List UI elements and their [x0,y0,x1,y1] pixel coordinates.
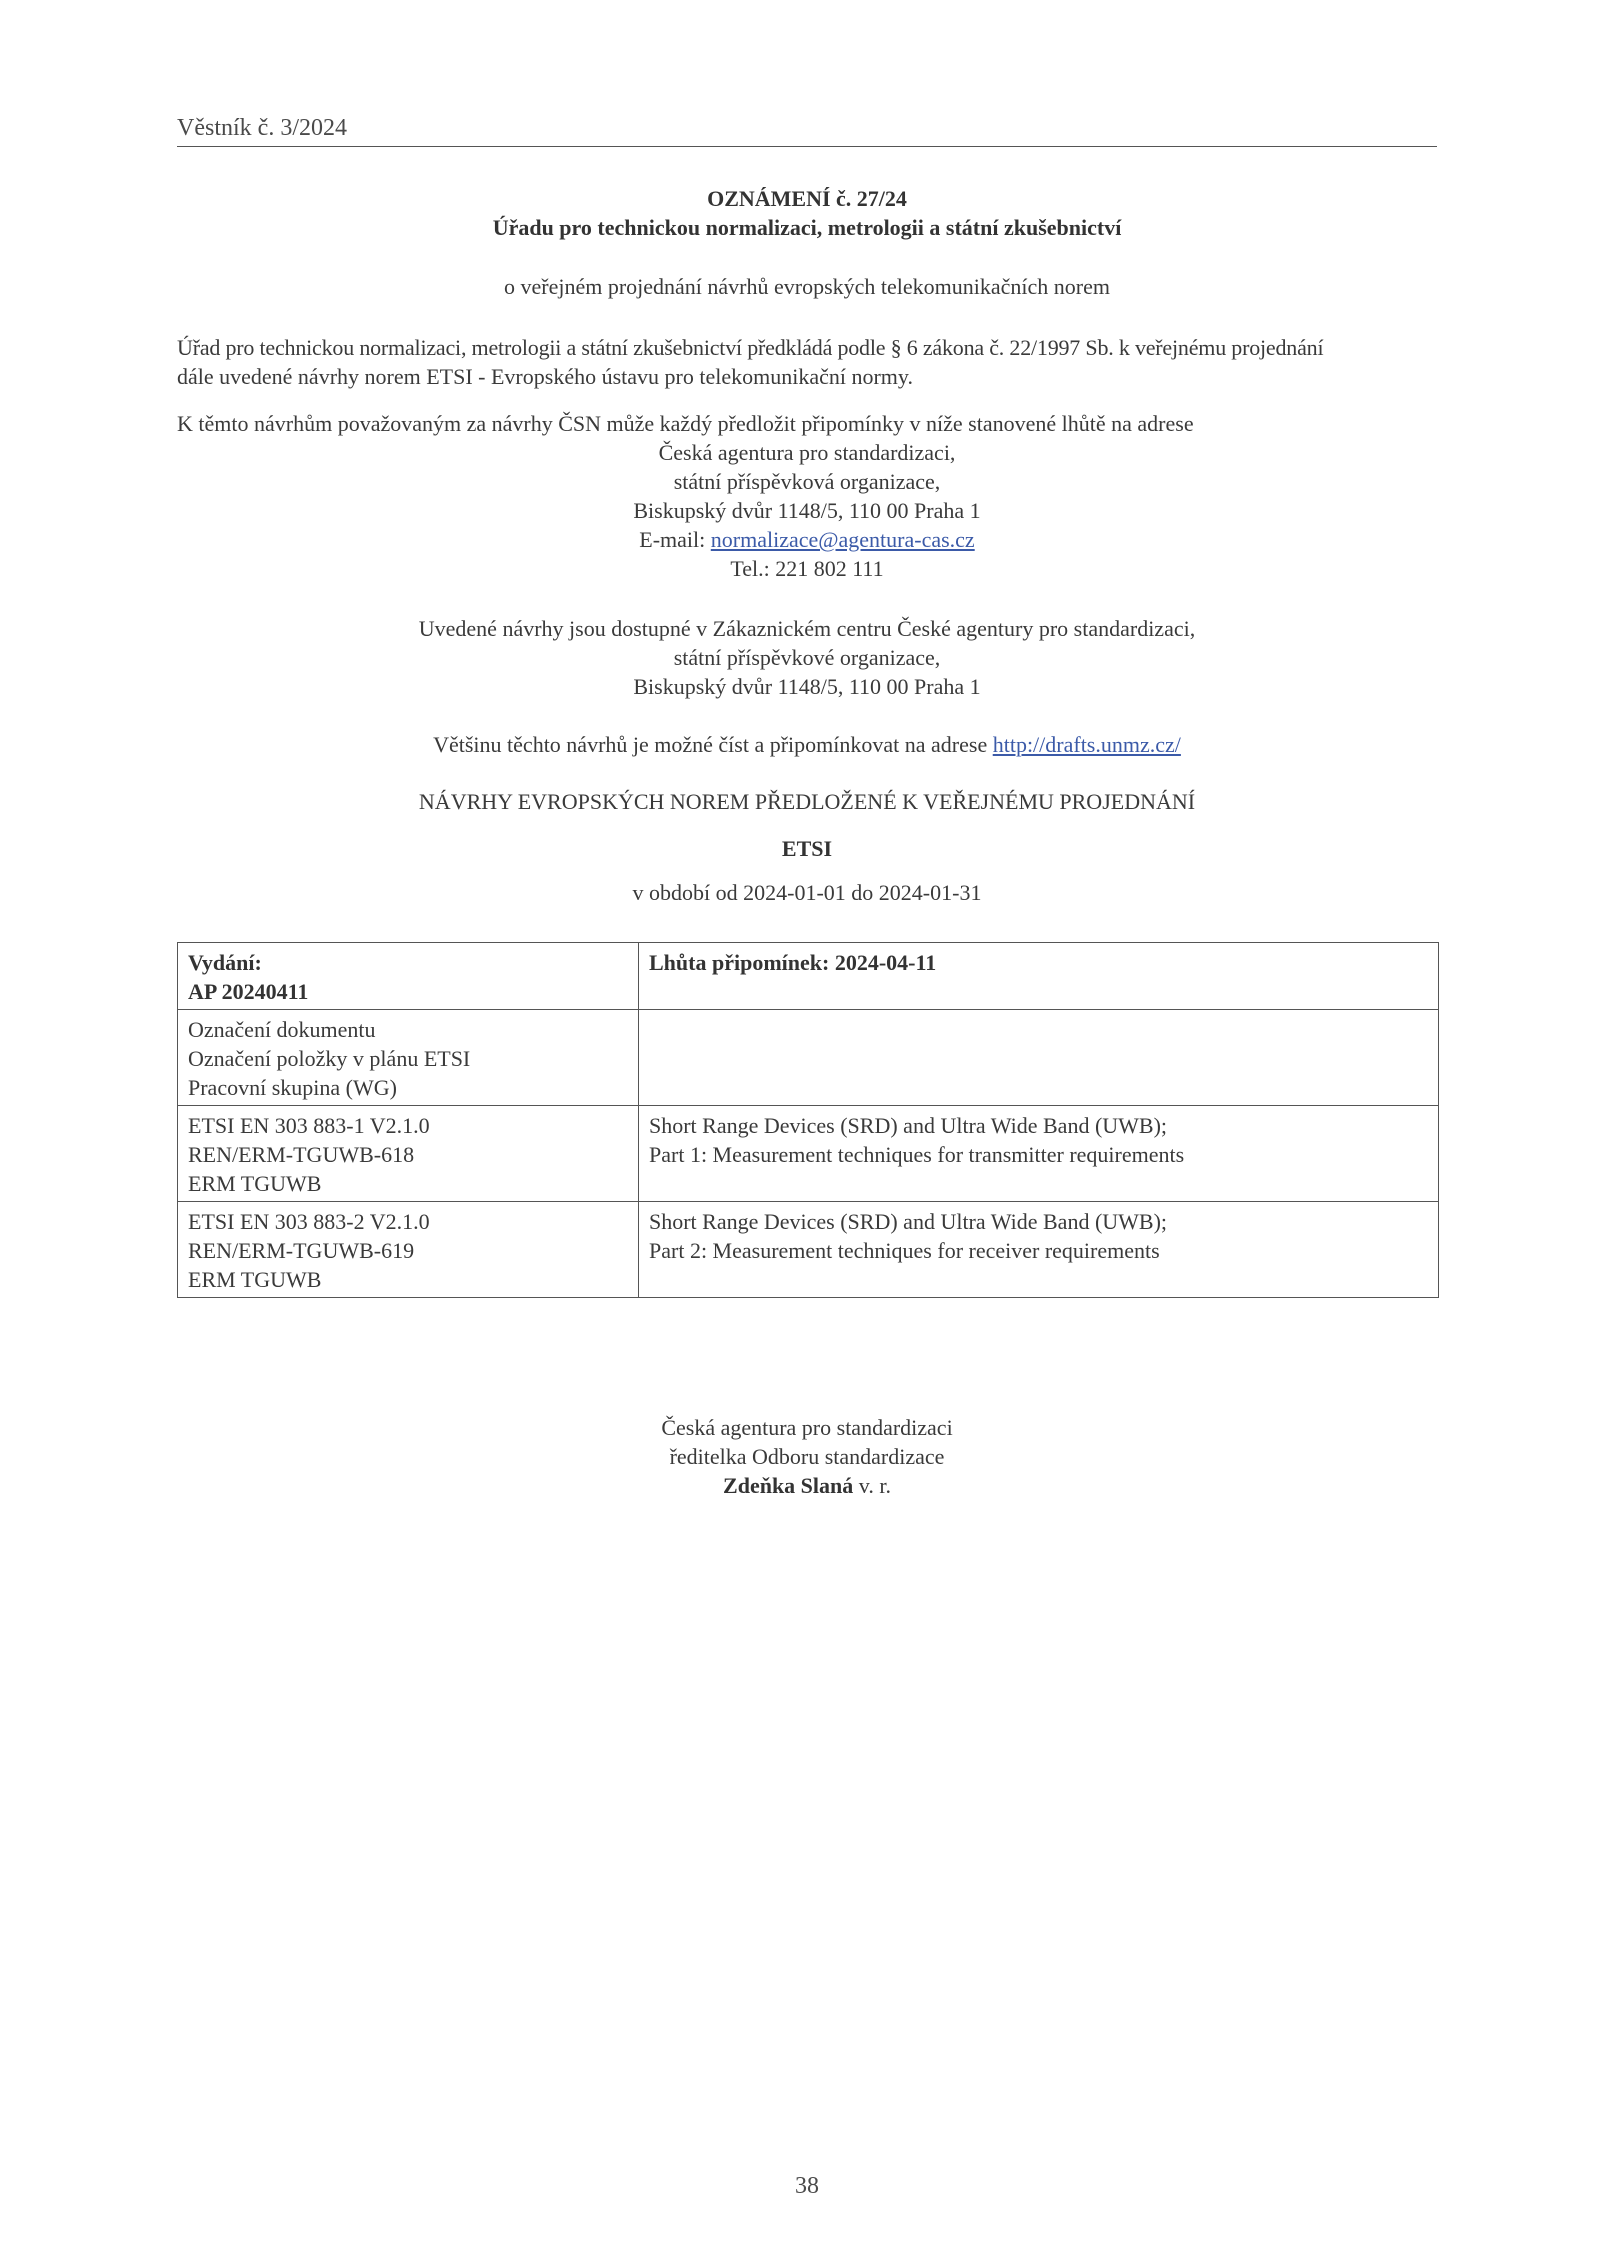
signature-block [177,1413,1437,1500]
work-item: REN/ERM-TGUWB-618 [188,1142,415,1167]
email-label: E-mail: [639,527,711,552]
availability-line: Biskupský dvůr 1148/5, 110 00 Praha 1 [633,674,981,699]
signature-name-line [177,1471,1437,1500]
legend-line: Označení položky v plánu ETSI [188,1046,471,1071]
title-line: Part 1: Measurement techniques for transmitter requirements [649,1142,1185,1167]
table-row [178,1202,1439,1298]
address-line: Biskupský dvůr 1148/5, 110 00 Praha 1 [633,498,981,523]
legend-line: Pracovní skupina (WG) [188,1075,397,1100]
table-row [178,1106,1439,1202]
bulletin-title: Věstník č. 3/2024 [177,115,347,141]
address-line: státní příspěvková organizace, [673,469,941,494]
title-line: Short Range Devices (SRD) and Ultra Wide Band (UWB); [649,1209,1168,1234]
signature-org: Česká agentura pro standardizaci [661,1415,953,1440]
email-link[interactable]: normalizace@agentura-cas.cz [710,527,975,552]
issue-cell [178,943,639,1010]
document-cell [178,1106,639,1202]
comments-address [177,438,1437,583]
organization-heading: ETSI [781,836,833,861]
page-number: 38 [795,2173,819,2199]
drafts-table [177,942,1439,1298]
table-legend-row [178,1010,1439,1106]
drafts-link[interactable]: http://drafts.unmz.cz/ [992,732,1181,757]
email-line [177,525,1437,554]
phone-line: Tel.: 221 802 111 [730,556,884,581]
notice-subject: o veřejném projednání návrhů evropských telekomunikačních norem [503,274,1111,299]
legend-cell [178,1010,639,1106]
web-access-line [177,730,1437,759]
signature-suffix: v. r. [853,1473,891,1498]
title-cell [639,1202,1439,1298]
issue-label: Vydání: [188,950,262,975]
table-header-row [178,943,1439,1010]
comments-instruction: K těmto návrhům považovaným za návrhy ČSN může každý předložit připomínky v níže stanovené lhůtě na adrese [177,411,1194,436]
deadline-text: Lhůta připomínek: 2024-04-11 [649,950,937,975]
signatory-name: Zdeňka Slaná [723,1473,854,1498]
document-designation: ETSI EN 303 883-1 V2.1.0 [188,1113,430,1138]
issue-value: AP 20240411 [188,979,309,1004]
availability-line: Uvedené návrhy jsou dostupné v Zákaznickém centru České agentury pro standardizaci, [418,616,1196,641]
deadline-cell [639,943,1439,1010]
intro-paragraph-line2: dále uvedené návrhy norem ETSI - Evropského ústavu pro telekomunikační normy. [177,364,913,389]
header-divider [177,146,1437,147]
title-cell [639,1106,1439,1202]
work-item: REN/ERM-TGUWB-619 [188,1238,415,1263]
web-access-text: Většinu těchto návrhů je možné číst a připomínkovat na adrese [433,732,993,757]
working-group: ERM TGUWB [188,1171,322,1196]
legend-line: Označení dokumentu [188,1017,376,1042]
address-line: Česká agentura pro standardizaci, [658,440,956,465]
availability-address [177,614,1437,701]
title-line: Part 2: Measurement techniques for receiver requirements [649,1238,1160,1263]
period-line: v období od 2024-01-01 do 2024-01-31 [632,880,982,905]
title-line: Short Range Devices (SRD) and Ultra Wide Band (UWB); [649,1113,1168,1138]
signature-role: ředitelka Odboru standardizace [669,1444,945,1469]
notice-number: OZNÁMENÍ č. 27/24 [707,186,907,211]
document-designation: ETSI EN 303 883-2 V2.1.0 [188,1209,430,1234]
drafts-heading: NÁVRHY EVROPSKÝCH NOREM PŘEDLOŽENÉ K VEŘEJNÉMU PROJEDNÁNÍ [418,789,1196,814]
working-group: ERM TGUWB [188,1267,322,1292]
legend-empty-cell [639,1010,1439,1106]
availability-line: státní příspěvkové organizace, [673,645,941,670]
notice-authority: Úřadu pro technickou normalizaci, metrologii a státní zkušebnictví [492,215,1122,240]
document-cell [178,1202,639,1298]
intro-paragraph-line1: Úřad pro technickou normalizaci, metrologii a státní zkušebnictví předkládá podle § 6 zákona č. 22/1997 Sb. k veřejnému projednání [177,335,1324,360]
